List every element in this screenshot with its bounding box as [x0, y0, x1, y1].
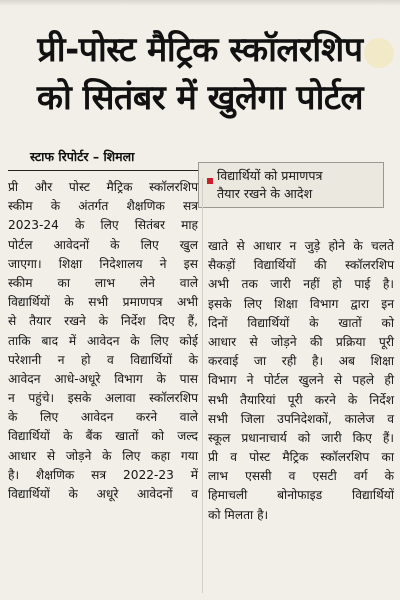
- left-line-3: 2023-24 के लिए सितंबर माह: [8, 218, 198, 233]
- callout-line-1: विद्यार्थियों को प्रमाणपत्र: [217, 168, 323, 183]
- left-line-2: स्कीम के अंतर्गत शैक्षणिक सत्र: [8, 199, 198, 214]
- left-line-9: ताकि बाद में आवेदन के लिए कोई: [8, 333, 198, 348]
- left-line-6: स्कीम का लाभ लेने वाले: [8, 275, 198, 290]
- top-rule: [0, 0, 400, 6]
- left-line-8: से तैयार रखने के निर्देश दिए हैं,: [8, 314, 198, 329]
- right-line-1: खाते से आधार न जुड़े होने के चलते: [208, 239, 394, 253]
- right-line-11: स्कूल प्रधानाचार्य को जारी किए हैं।: [208, 430, 394, 445]
- callout-text: [217, 167, 381, 203]
- left-line-13: के लिए आवेदन करने वाले: [8, 410, 198, 425]
- right-line-6: आधार से जोड़ने की प्रक्रिया पूरी: [208, 334, 394, 349]
- column-divider: [202, 178, 203, 593]
- right-line-2: सैकड़ों विद्यार्थियों की स्कॉलरशिप: [208, 258, 394, 273]
- callout-line-2: तैयार रखने के आदेश: [217, 186, 313, 201]
- right-line-3: अभी तक जारी नहीं हो पाई है।: [208, 277, 394, 292]
- right-line-13: लाभ एससी व एसटी वर्ग के: [208, 469, 394, 484]
- right-line-4: इसके लिए शिक्षा विभाग द्वारा इन: [208, 296, 394, 311]
- headline: [8, 26, 392, 122]
- headline-line-1: प्री-पोस्ट मैट्रिक स्कॉलरशिप: [37, 30, 363, 70]
- left-column: [8, 178, 198, 504]
- right-line-5: दिनों विद्यार्थियों के खातों को: [208, 315, 394, 330]
- left-line-7: विद्यार्थियों के सभी प्रमाणपत्र अभी: [8, 295, 198, 310]
- right-line-14: हिमाचली बोनोफाइड विद्यार्थियों: [208, 488, 394, 503]
- right-line-10: सभी जिला उपनिदेशकों, कालेज व: [208, 411, 394, 426]
- right-line-9: सभी तैयारियां पूरी करने के निर्देश: [208, 392, 394, 407]
- left-line-11: आवेदन आधे-अधूरे विभाग के पास: [8, 371, 198, 386]
- byline-rule: [8, 170, 198, 171]
- right-line-15: को मिलता है।: [208, 507, 269, 522]
- left-line-16: है। शैक्षणिक सत्र 2022-23 में: [8, 467, 198, 482]
- callout-box: [198, 162, 384, 208]
- left-line-1: प्री और पोस्ट मैट्रिक स्कॉलरशिप: [8, 180, 198, 194]
- right-column: [208, 237, 394, 525]
- left-line-5: जाएगा। शिक्षा निदेशालय ने इस: [8, 256, 198, 271]
- left-line-15: आधार से जोड़ने के लिए कहा गया: [8, 448, 198, 463]
- left-line-10: परेशानी न हो व विद्यार्थियों के: [8, 352, 198, 367]
- corner-logo-icon: [364, 38, 394, 68]
- left-line-17: विद्यार्थियों के अधूरे आवेदनों व: [8, 487, 198, 501]
- right-line-8: विभाग ने पोर्टल खुलने से पहले ही: [208, 373, 394, 388]
- headline-line-2: को सितंबर में खुलेगा पोर्टल: [36, 78, 364, 118]
- right-line-12: प्री व पोस्ट मैट्रिक स्कॉलरशिप का: [208, 450, 394, 465]
- left-line-14: विद्यार्थियों के बैंक खातों को जल्द: [8, 429, 198, 444]
- byline: स्टाफ रिपोर्टर – शिमला: [30, 149, 135, 164]
- right-line-7: करवाई जा रही है। अब शिक्षा: [208, 354, 394, 369]
- left-line-4: पोर्टल आवेदनों के लिए खुल: [8, 237, 198, 252]
- left-line-12: न पहुंचे। इसके अलावा स्कॉलरशिप: [8, 391, 198, 406]
- red-square-bullet-icon: [207, 178, 213, 184]
